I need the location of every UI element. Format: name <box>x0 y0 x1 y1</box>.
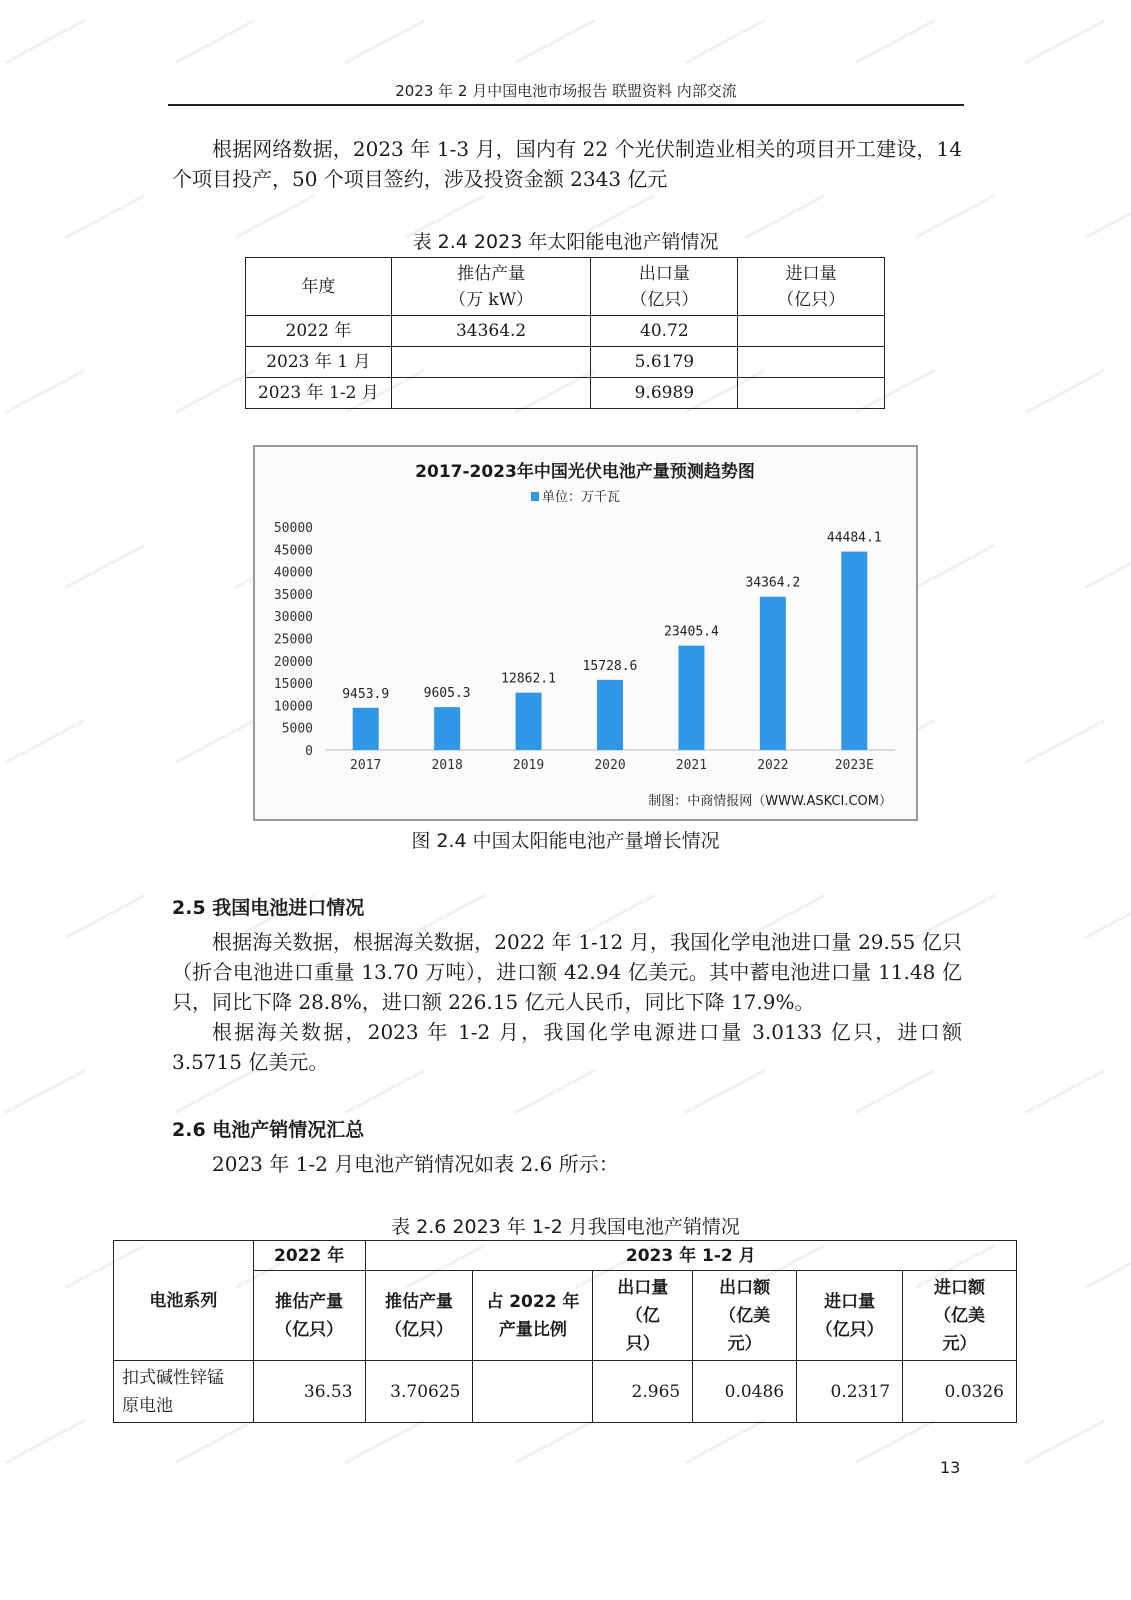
watermark-mark <box>1085 894 1131 939</box>
cell-production <box>391 378 591 409</box>
cell-import-quantity: 0.2317 <box>797 1361 903 1423</box>
cell-production-2023: 3.70625 <box>365 1361 473 1423</box>
x-tick-label: 2022 <box>757 758 789 773</box>
col-header-series: 电池系列 <box>114 1241 254 1361</box>
watermark-mark <box>855 1419 936 1464</box>
page-header: 2023 年 2 月中国电池市场报告 联盟资料 内部交流 <box>168 80 964 106</box>
col-header-import-value: 进口额 （亿美 元） <box>903 1271 1017 1361</box>
watermark-mark <box>685 1419 766 1464</box>
y-tick-label: 20000 <box>273 654 313 670</box>
col-header-production: 推估产量 （万 kW） <box>391 258 591 316</box>
pv-production-chart <box>253 445 918 821</box>
y-tick-label: 15000 <box>273 677 313 693</box>
cell-series: 扣式碱性锌锰 原电池 <box>114 1361 254 1423</box>
chart-svg <box>255 447 916 819</box>
watermark-mark <box>175 369 256 414</box>
section-2-5-paragraph-1: 根据海关数据，根据海关数据，2022 年 1-12 月，我国化学电池进口量 29.55 亿只（折合电池进口重量 13.70 万吨），进口额 42.94 亿美元。其中蓄电池进口量 11.48 亿只，同比下降 28.8%，进口额 226.15 亿元人民币，同比下降 17.9%。 <box>172 930 962 1014</box>
bar <box>760 597 786 750</box>
watermark-mark <box>515 19 596 64</box>
y-tick-label: 5000 <box>281 721 313 737</box>
col-header-import-quantity: 进口量 （亿只） <box>797 1271 903 1361</box>
y-tick-label: 45000 <box>273 543 313 559</box>
watermark-mark <box>175 1419 256 1464</box>
cell-ratio <box>473 1361 593 1423</box>
x-tick-label: 2023E <box>834 758 874 773</box>
table-row <box>246 378 885 409</box>
y-tick-label: 10000 <box>273 699 313 715</box>
watermark-mark <box>65 544 146 589</box>
col-header-year: 年度 <box>246 258 392 316</box>
section-2-6-title: 2.6 电池产销情况汇总 <box>172 1119 365 1141</box>
chart-source: 制图：中商情报网（WWW.ASKCI.COM） <box>648 794 892 809</box>
data-label: 12862.1 <box>501 671 556 687</box>
y-tick-label: 50000 <box>273 521 313 536</box>
legend-swatch <box>531 492 539 501</box>
data-label: 9605.3 <box>423 686 471 702</box>
bar <box>353 708 379 750</box>
data-label: 9453.9 <box>342 686 390 702</box>
x-tick-label: 2019 <box>512 758 545 773</box>
col-header-export-value: 出口额 （亿美 元） <box>693 1271 797 1361</box>
table-2-4 <box>245 257 885 409</box>
watermark-mark <box>1085 544 1131 589</box>
watermark-mark <box>1025 1069 1106 1114</box>
col-header-import: 进口量 （亿只） <box>738 258 885 316</box>
watermark-mark <box>1025 1419 1106 1464</box>
cell-year: 2023 年 1-2 月 <box>246 378 392 409</box>
table-header-row <box>114 1241 1017 1271</box>
section-2-5-paragraph-2: 根据海关数据，2023 年 1-2 月，我国化学电源进口量 3.0133 亿只，进口额 3.5715 亿美元。 <box>172 1020 962 1074</box>
y-tick-label: 30000 <box>273 610 313 626</box>
watermark-mark <box>1085 1244 1131 1289</box>
bar <box>678 646 704 750</box>
watermark-mark <box>5 719 86 764</box>
col-header-production-2022: 推估产量 （亿只） <box>253 1271 365 1361</box>
cell-import <box>738 347 885 378</box>
watermark-mark <box>1025 19 1106 64</box>
y-tick-label: 35000 <box>273 587 313 603</box>
bar <box>841 552 867 750</box>
table-2-6-caption: 表 2.6 2023 年 1-2 月我国电池产销情况 <box>391 1216 740 1238</box>
legend-label: 单位：万千瓦 <box>542 490 621 505</box>
table-row <box>246 316 885 347</box>
figure-2-4-caption: 图 2.4 中国太阳能电池产量增长情况 <box>411 830 720 852</box>
intro-paragraph: 根据网络数据，2023 年 1-3 月，国内有 22 个光伏制造业相关的项目开工建设，14 个项目投产，50 个项目签约，涉及投资金额 2343 亿元 <box>172 137 962 191</box>
watermark-mark <box>5 1069 86 1114</box>
y-tick-label: 0 <box>305 744 313 759</box>
cell-export: 5.6179 <box>591 347 738 378</box>
data-label: 23405.4 <box>664 624 719 640</box>
cell-export-value: 0.0486 <box>693 1361 797 1423</box>
x-tick-label: 2017 <box>350 758 382 773</box>
bar <box>434 707 460 750</box>
watermark-mark <box>345 19 426 64</box>
table-2-6 <box>113 1240 1017 1423</box>
watermark-mark <box>345 1419 426 1464</box>
watermark-mark <box>5 19 86 64</box>
watermark-mark <box>1025 719 1106 764</box>
cell-export: 40.72 <box>591 316 738 347</box>
data-label: 34364.2 <box>745 575 801 591</box>
x-tick-label: 2020 <box>594 758 626 773</box>
cell-year: 2022 年 <box>246 316 392 347</box>
watermark-mark <box>5 369 86 414</box>
col-header-2023: 2023 年 1-2 月 <box>365 1241 1016 1271</box>
watermark-mark <box>1025 369 1106 414</box>
watermark-mark <box>65 894 146 939</box>
section-2-5-title: 2.5 我国电池进口情况 <box>172 897 365 919</box>
x-tick-label: 2021 <box>675 758 708 773</box>
table-row <box>246 347 885 378</box>
cell-export: 9.6989 <box>591 378 738 409</box>
table-header-row <box>246 258 885 316</box>
bar <box>516 693 542 750</box>
cell-export-quantity: 2.965 <box>593 1361 693 1423</box>
y-tick-label: 25000 <box>273 632 313 648</box>
cell-production-2022: 36.53 <box>253 1361 365 1423</box>
bar <box>597 680 623 750</box>
watermark-mark <box>175 19 256 64</box>
section-2-6-paragraph: 2023 年 1-2 月电池产销情况如表 2.6 所示： <box>212 1152 619 1176</box>
col-header-2022: 2022 年 <box>253 1241 365 1271</box>
watermark-mark <box>855 19 936 64</box>
cell-import <box>738 378 885 409</box>
data-label: 44484.1 <box>826 530 882 546</box>
col-header-ratio: 占 2022 年 产量比例 <box>473 1271 593 1361</box>
watermark-mark <box>515 1419 596 1464</box>
col-header-export: 出口量 （亿只） <box>591 258 738 316</box>
watermark-mark <box>915 544 996 589</box>
col-header-export-quantity: 出口量 （亿 只） <box>593 1271 693 1361</box>
table-2-4-caption: 表 2.4 2023 年太阳能电池产销情况 <box>412 231 719 253</box>
cell-production: 34364.2 <box>391 316 591 347</box>
table-row <box>114 1361 1017 1423</box>
cell-year: 2023 年 1 月 <box>246 347 392 378</box>
cell-import <box>738 316 885 347</box>
watermark-mark <box>685 19 766 64</box>
chart-title: 2017-2023年中国光伏电池产量预测趋势图 <box>415 462 755 482</box>
x-tick-label: 2018 <box>431 758 463 773</box>
col-header-production-2023: 推估产量 （亿只） <box>365 1271 473 1361</box>
data-label: 15728.6 <box>582 658 638 674</box>
watermark-mark <box>5 1419 86 1464</box>
cell-production <box>391 347 591 378</box>
y-tick-label: 40000 <box>273 565 313 581</box>
page-number: 13 <box>940 1458 961 1477</box>
cell-import-value: 0.0326 <box>903 1361 1017 1423</box>
watermark-mark <box>175 719 256 764</box>
